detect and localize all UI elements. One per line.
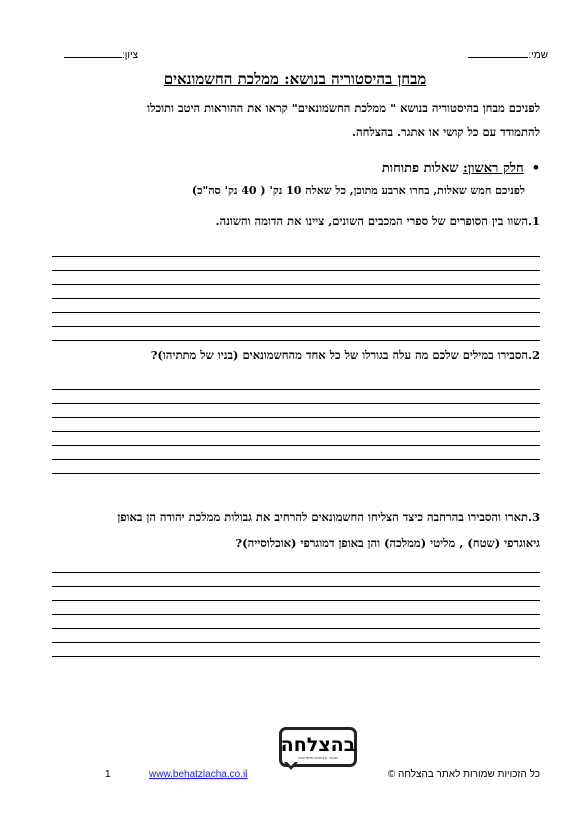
section-heading-rest: שאלות פתוחות — [381, 161, 464, 176]
answer-line[interactable] — [52, 270, 540, 271]
answer-line[interactable] — [52, 284, 540, 285]
answer-line[interactable] — [52, 326, 540, 327]
question-3-line-2: גיאוגרפי (שטח) , מליטי (ממלכה) והן באופן דמוגרפי (אוכלוסייה)? — [235, 536, 540, 550]
answer-line[interactable] — [52, 600, 540, 601]
name-label: שמי: — [528, 50, 548, 61]
logo-main-text: בהצלחה — [280, 733, 356, 756]
grade-blank[interactable] — [64, 48, 122, 58]
answer-line[interactable] — [52, 628, 540, 629]
answer-line[interactable] — [52, 445, 540, 446]
answer-line[interactable] — [52, 256, 540, 257]
answer-line[interactable] — [52, 403, 540, 404]
answer-line[interactable] — [52, 459, 540, 460]
answer-line[interactable] — [52, 417, 540, 418]
copyright-notice: כל הזכויות שמורות לאתר בהצלחה © — [387, 769, 540, 780]
page-title: מבחן בהיסטוריה בנושא: ממלכת החשמונאים — [163, 70, 427, 88]
answer-line[interactable] — [52, 431, 540, 432]
section-instructions: לפניכם חמש שאלות, בחרו ארבע מתוכן, כל שאלה 10 נק' ( 40 נק' סה"כ) — [191, 184, 525, 197]
website-link[interactable]: www.behatzlacha.co.il — [149, 769, 248, 780]
grade-label: ציון: — [121, 50, 138, 61]
bullet-icon: • — [531, 161, 540, 176]
logo-sub-text: מאגר מבחנים ופתרונות — [298, 754, 338, 760]
answer-line[interactable] — [52, 473, 540, 474]
answer-line[interactable] — [52, 389, 540, 390]
question-3-line-1: 3.תארו והסבירו בהרחבה כיצד הצליחו החשמונאים להרחיב את גבולות ממלכת יהודה הן באופן — [117, 510, 540, 524]
answer-line[interactable] — [52, 642, 540, 643]
page-number: 1 — [105, 769, 111, 780]
answer-line[interactable] — [52, 656, 540, 657]
name-field[interactable] — [458, 48, 548, 61]
section-heading-label: חלק ראשון: — [463, 161, 524, 176]
answer-line[interactable] — [52, 586, 540, 587]
name-blank[interactable] — [468, 48, 528, 58]
logo-speech-tail-inner — [287, 762, 295, 766]
answer-line[interactable] — [52, 312, 540, 313]
answer-line[interactable] — [52, 298, 540, 299]
question-3 — [30, 504, 540, 556]
grade-field[interactable] — [48, 48, 138, 61]
intro-text — [40, 96, 540, 144]
behatzlacha-logo — [279, 727, 357, 767]
answer-line[interactable] — [52, 614, 540, 615]
question-2: 2.הסבירו במילים שלכם מה עלה בגורלו של כל אחד מהחשמונאים (בניו של מתתיהו)? — [150, 348, 540, 362]
section-heading — [200, 160, 540, 176]
answer-line[interactable] — [52, 572, 540, 573]
question-1: 1.השוו בין הסופרים של ספרי המכבים השונים, ציינו את הדומה והשונה. — [215, 214, 540, 228]
intro-line-2: להתמודד עם כל קושי או אתגר. בהצלחה. — [352, 125, 540, 139]
answer-line[interactable] — [52, 340, 540, 341]
intro-line-1: לפניכם מבחן בהיסטוריה בנושא " ממלכת החשמונאים" קראו את ההוראות היטב ותוכלו — [147, 101, 540, 115]
